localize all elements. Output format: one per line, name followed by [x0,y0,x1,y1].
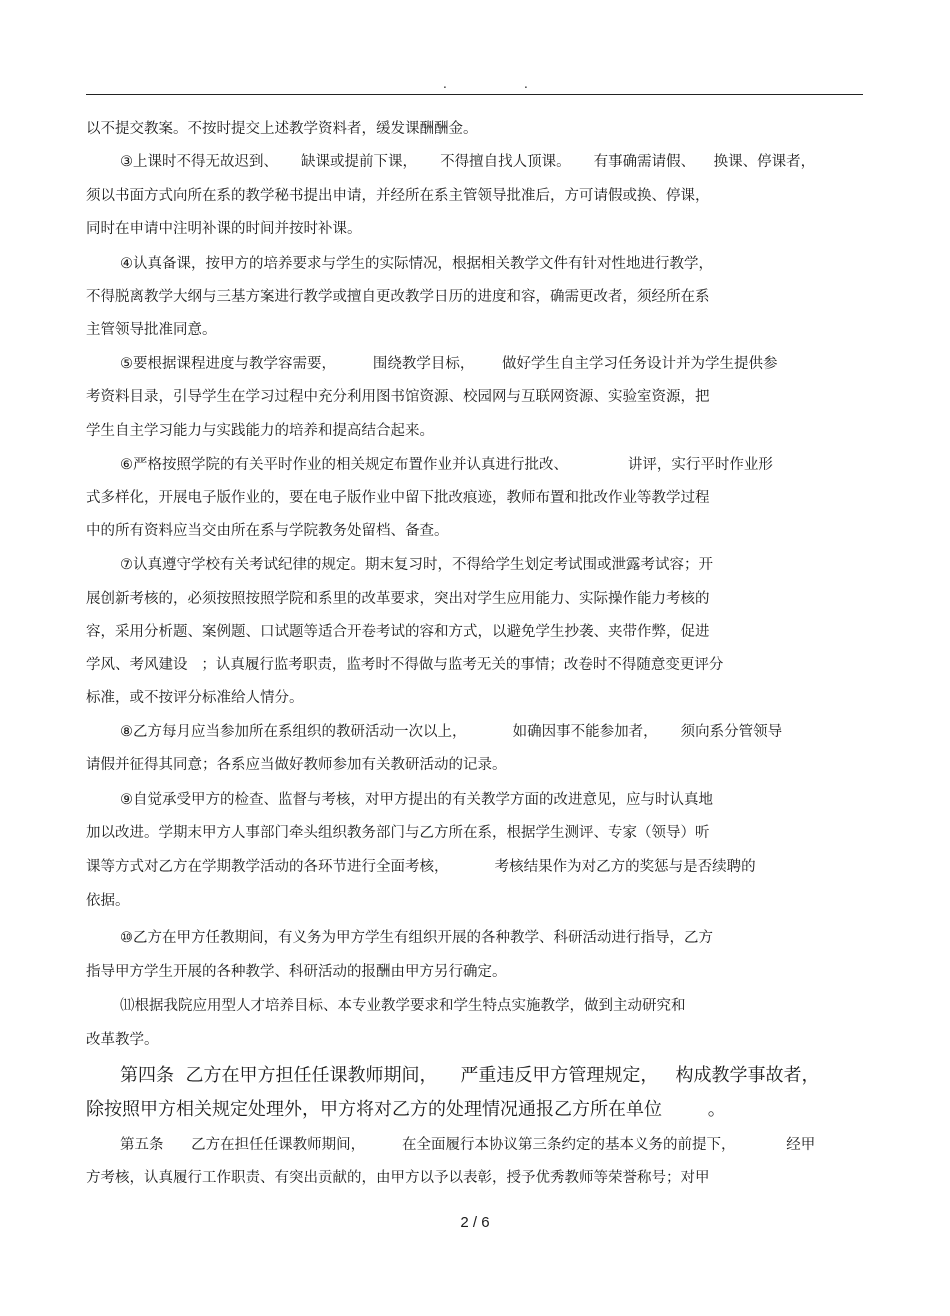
text-line: ⑤要根据课程进度与教学容需要， 围绕教学目标， 做好学生自主学习任务设计并为学生提供参 [120,356,778,372]
header-dot-right: . [524,77,528,91]
text-line: 加以改进。学期末甲方人事部门牵头组织教务部门与乙方所在系，根据学生测评、专家（领导）听 [86,825,710,841]
text-line: 依据。 [86,893,130,909]
text-line: ⑩乙方在甲方任教期间，有义务为甲方学生有组织开展的各种教学、科研活动进行指导，乙方 [120,930,713,946]
text-line: 课等方式对乙方在学期教学活动的各环节进行全面考核， 考核结果作为对乙方的奖惩与是否续聘的 [86,859,756,875]
text-line: 式多样化，开展电子版作业的，要在电子版作业中留下批改痕迹，教师布置和批改作业等教学过程 [86,490,710,506]
text-line: 改革教学。 [86,1032,159,1048]
text-line: 中的所有资料应当交由所在系与学院教务处留档、备查。 [86,523,449,539]
text-line: 第五条 乙方在担任任课教师期间， 在全面履行本协议第三条约定的基本义务的前提下， 经甲 [120,1137,816,1153]
text-line: ③上课时不得无故迟到、 缺课或提前下课， 不得擅自找人顶课。 有事确需请假、 换课、停课者， [120,154,816,170]
text-line: 主管领导批准同意。 [86,322,217,338]
page-number: 2 / 6 [460,1214,490,1231]
text-line: 请假并征得其同意；各系应当做好教师参加有关教研活动的记录。 [86,757,507,773]
text-line: 指导甲方学生开展的各种教学、科研活动的报酬由甲方另行确定。 [86,964,507,980]
text-line: 方考核，认真履行工作职责、有突出贡献的，由甲方以予以表彰，授予优秀教师等荣誉称号；对甲 [86,1170,710,1186]
text-line: ⑥严格按照学院的有关平时作业的相关规定布置作业并认真进行批改、 讲评，实行平时作业形 [120,457,773,473]
text-line: 以不提交教案。不按时提交上述教学资料者，缓发课酬酬金。 [86,121,478,137]
article-heading-line: 第四条 乙方在甲方担任任课教师期间， 严重违反甲方管理规定， 构成教学事故者， [120,1065,820,1086]
text-line: 容，采用分析题、案例题、口试题等适合开卷考试的容和方式，以避免学生抄袭、夹带作弊，促进 [86,624,710,640]
text-line: 须以书面方式向所在系的教学秘书提出申请，并经所在系主管领导批准后，方可请假或换、停课， [86,188,710,204]
article-heading-line: 除按照甲方相关规定处理外，甲方将对乙方的处理情况通报乙方所在单位 。 [86,1099,726,1120]
text-line: ⑦认真遵守学校有关考试纪律的规定。期末复习时，不得给学生划定考试围或泄露考试容；开 [120,557,713,573]
header-dot-left: . [443,77,447,91]
text-line: ④认真备课，按甲方的培养要求与学生的实际情况，根据相关教学文件有针对性地进行教学， [120,256,713,272]
text-line: ⑾根据我院应用型人才培养目标、本专业教学要求和学生特点实施教学，做到主动研究和 [120,998,686,1014]
text-line: 标准，或不按评分标准给人情分。 [86,690,304,706]
text-line: 不得脱离教学大纲与三基方案进行教学或擅自更改教学日历的进度和容，确需更改者，须经所在系 [86,289,710,305]
text-line: ⑧乙方每月应当参加所在系组织的教研活动一次以上， 如确因事不能参加者， 须向系分管领导 [120,724,783,740]
text-line: 学生自主学习能力与实践能力的培养和提高结合起来。 [86,423,434,439]
text-line: 学风、考风建设 ；认真履行监考职责，监考时不得做与监考无关的事情；改卷时不得随意变更评分 [86,657,724,673]
text-line: ⑨自觉承受甲方的检查、监督与考核，对甲方提出的有关教学方面的改进意见，应与时认真地 [120,792,713,808]
header-rule [86,94,863,95]
text-line: 同时在申请中注明补课的时间并按时补课。 [86,221,362,237]
text-line: 考资料目录，引导学生在学习过程中充分利用图书馆资源、校园网与互联网资源、实验室资源，把 [86,389,710,405]
header-dots [0,78,950,90]
text-line: 展创新考核的，必须按照按照学院和系里的改革要求，突出对学生应用能力、实际操作能力考核的 [86,591,710,607]
